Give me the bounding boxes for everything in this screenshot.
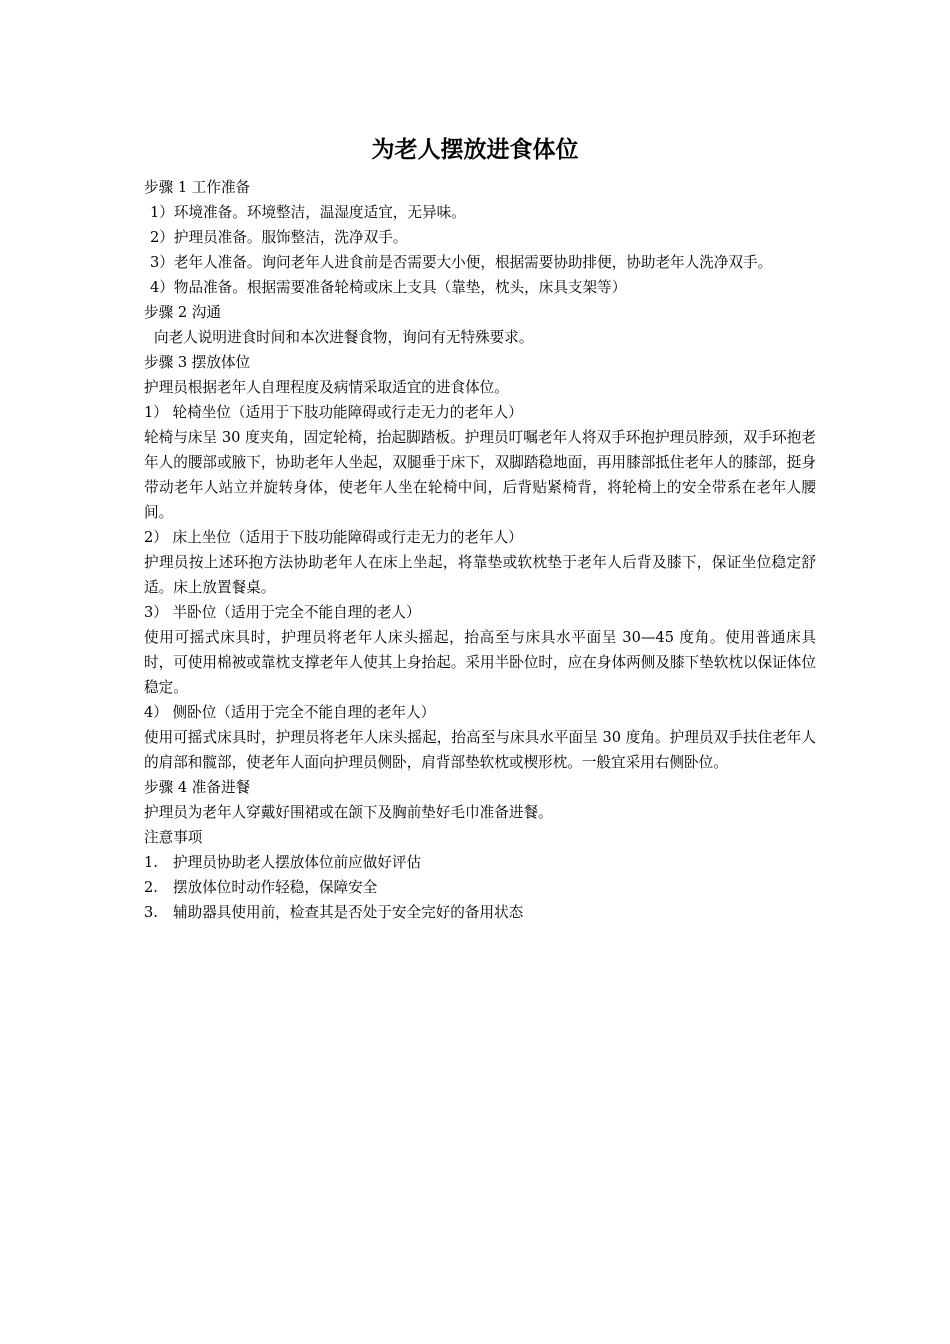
step1-item: 4）物品准备。根据需要准备轮椅或床上支具（靠垫，枕头，床具支架等） (150, 279, 627, 296)
position-label-wheelchair: 1） 轮椅坐位（适用于下肢功能障碍或行走无力的老年人） (144, 404, 523, 421)
step1-item: 2）护理员准备。服饰整洁，洗净双手。 (150, 229, 408, 246)
step1-heading: 步骤 1 工作准备 (144, 179, 251, 196)
position-text-semi-recumbent: 使用可摇式床具时，护理员将老年人床头摇起，抬高至与床具水平面呈 30—45 度角。使用普通床具时，可使用棉被或靠枕支撑老年人使其上身抬起。采用半卧位时，应在身体两侧及膝下垫软枕以保证体位稳定。 (144, 629, 816, 696)
position-label-semi-recumbent: 3） 半卧位（适用于完全不能自理的老人） (144, 604, 421, 621)
notes-item (144, 850, 816, 875)
notes-heading: 注意事项 (144, 829, 203, 846)
notes-item-text: 护理员协助老人摆放体位前应做好评估 (173, 854, 422, 871)
step1-item: 1）环境准备。环境整洁，温湿度适宜，无异味。 (150, 204, 466, 221)
position-text-bed-sitting: 护理员按上述环抱方法协助老年人在床上坐起，将靠垫或软枕垫于老年人后背及膝下，保证坐位稳定舒适。床上放置餐桌。 (144, 554, 816, 596)
step1-item: 3）老年人准备。询问老年人进食前是否需要大小便，根据需要协助排便，协助老年人洗净双手。 (150, 254, 773, 271)
position-text-side-lying: 使用可摇式床具时，护理员将老年人床头摇起，抬高至与床具水平面呈 30 度角。护理员双手扶住老年人的肩部和髋部，使老年人面向护理员侧卧，肩背部垫软枕或楔形枕。一般宜采用右侧卧位。 (144, 729, 816, 771)
document-body (144, 175, 816, 925)
step2-heading: 步骤 2 沟通 (144, 304, 221, 321)
notes-item-text: 摆放体位时动作轻稳，保障安全 (173, 879, 378, 896)
notes-item-number: 1. (144, 854, 158, 871)
step3-intro: 护理员根据老年人自理程度及病情采取适宜的进食体位。 (144, 379, 509, 396)
step4-text: 护理员为老年人穿戴好围裙或在颌下及胸前垫好毛巾准备进餐。 (144, 804, 553, 821)
notes-item-text: 辅助器具使用前，检查其是否处于安全完好的备用状态 (173, 904, 524, 921)
position-label-bed-sitting: 2） 床上坐位（适用于下肢功能障碍或行走无力的老年人） (144, 529, 523, 546)
step4-heading: 步骤 4 准备进餐 (144, 779, 251, 796)
notes-item-number: 2. (144, 879, 158, 896)
notes-item-number: 3. (144, 904, 158, 921)
notes-item (144, 875, 816, 900)
step3-heading: 步骤 3 摆放体位 (144, 354, 251, 371)
notes-item (144, 900, 816, 925)
document-title: 为老人摆放进食体位 (371, 136, 579, 163)
step2-text: 向老人说明进食时间和本次进餐食物，询问有无特殊要求。 (154, 329, 534, 346)
position-label-side-lying: 4） 侧卧位（适用于完全不能自理的老年人） (144, 704, 436, 721)
position-text-wheelchair: 轮椅与床呈 30 度夹角，固定轮椅，抬起脚踏板。护理员叮嘱老年人将双手环抱护理员脖颈，双手环抱老年人的腰部或腋下，协助老年人坐起，双腿垂于床下，双脚踏稳地面，再用膝部抵住老年人的膝部，挺身带动老年人站立并旋转身体，使老年人坐在轮椅中间，后背贴紧椅背，将轮椅上的安全带系在老年人腰间。 (144, 429, 816, 521)
